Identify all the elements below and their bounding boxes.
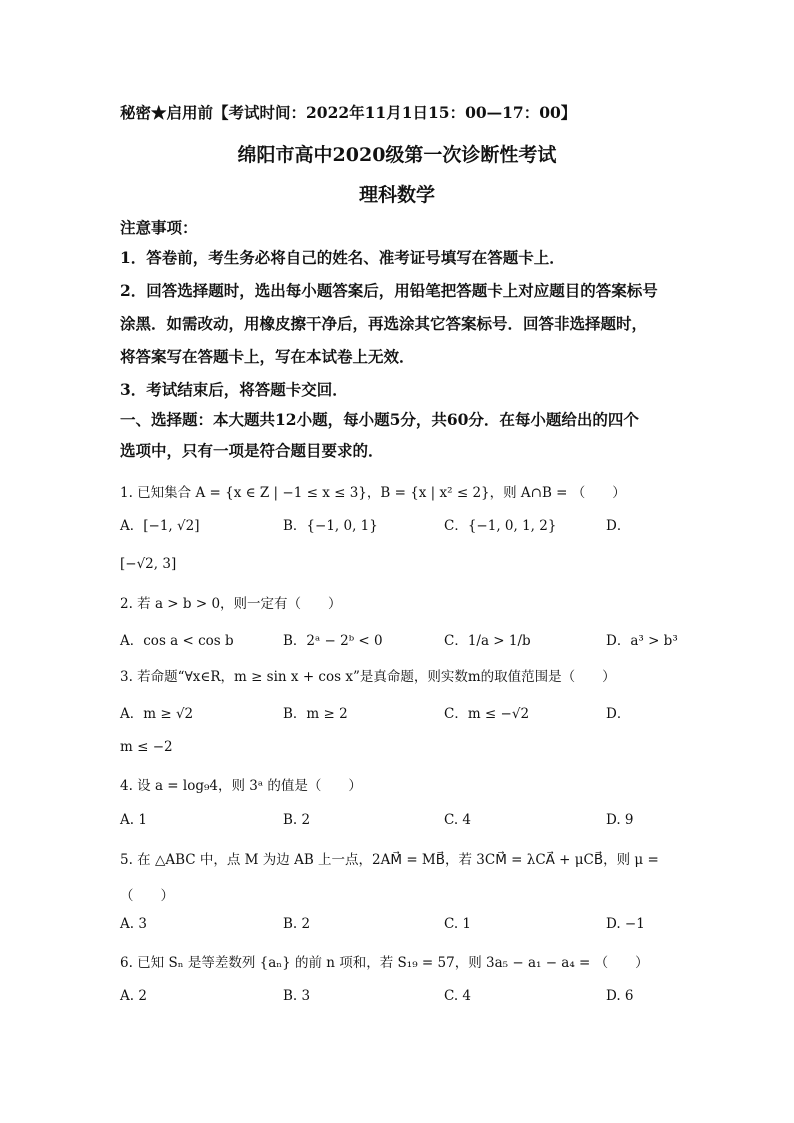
exam-subject: 理科数学 bbox=[358, 184, 435, 206]
option-d: D．a³ > b³ bbox=[606, 633, 678, 649]
section-heading: 选项中，只有一项是符合题目要求的． bbox=[120, 441, 384, 460]
question-1-stem: 1. 已知集合 A = {x ∈ Z | −1 ≤ x ≤ 3}，B = {x | x² ≤ 2}，则 A∩B = （ ） bbox=[120, 485, 626, 501]
question-6-stem: 6. 已知 Sₙ 是等差数列 {aₙ} 的前 n 项和，若 S₁₉ = 57，则 3a₅ − a₁ − a₄ = （ ） bbox=[120, 955, 649, 971]
option-a: A．cos a < cos b bbox=[120, 633, 234, 649]
option-c: C．{−1, 0, 1, 2} bbox=[444, 518, 557, 534]
option-c: C．m ≤ −√2 bbox=[444, 706, 530, 722]
question-4-stem: 4. 设 a = log₉4，则 3ᵃ 的值是（ ） bbox=[120, 778, 362, 794]
option-b: B. 2 bbox=[283, 916, 311, 932]
option-c: C．1/a > 1/b bbox=[444, 633, 531, 649]
option-d-content: [−√2, 3] bbox=[120, 556, 177, 572]
option-a: A. 3 bbox=[120, 916, 147, 932]
notice-line: 3．考试结束后，将答题卡交回． bbox=[120, 380, 348, 399]
option-c: C. 4 bbox=[444, 988, 472, 1004]
header-note: 秘密★启用前【考试时间：2022年11月1日15：00—17：00】 bbox=[120, 103, 577, 122]
question-2-stem: 2. 若 a > b > 0，则一定有（ ） bbox=[120, 596, 342, 612]
section-heading: 一、选择题：本大题共12小题，每小题5分，共60分．在每小题给出的四个 bbox=[120, 410, 639, 429]
option-b: B. 3 bbox=[283, 988, 311, 1004]
notice-heading: 注意事项： bbox=[120, 218, 198, 237]
option-d: D. 6 bbox=[606, 988, 634, 1004]
option-b: B. 2 bbox=[283, 812, 311, 828]
option-a: A. 1 bbox=[120, 812, 147, 828]
option-d-content: m ≤ −2 bbox=[120, 739, 173, 755]
option-a: A. 2 bbox=[120, 988, 147, 1004]
question-3-stem: 3. 若命题“∀x∈R，m ≥ sin x + cos x”是真命题，则实数m的取值范围是（ ） bbox=[120, 669, 616, 685]
option-b: B．2ᵃ − 2ᵇ < 0 bbox=[283, 633, 383, 649]
option-c: C. 1 bbox=[444, 916, 472, 932]
option-a: A．m ≥ √2 bbox=[120, 706, 194, 722]
option-d: D. −1 bbox=[606, 916, 645, 932]
option-d: D． bbox=[606, 518, 631, 534]
option-b: B．{−1, 0, 1} bbox=[283, 518, 378, 534]
option-a: A．[−1, √2] bbox=[120, 518, 200, 534]
notice-line: 将答案写在答题卡上，写在本试卷上无效． bbox=[120, 347, 415, 366]
notice-line: 涂黑．如需改动，用橡皮擦干净后，再选涂其它答案标号．回答非选择题时， bbox=[120, 314, 648, 333]
option-d: D. 9 bbox=[606, 812, 634, 828]
option-d: D． bbox=[606, 706, 631, 722]
exam-title: 绵阳市高中2020级第一次诊断性考试 bbox=[237, 144, 557, 166]
option-c: C. 4 bbox=[444, 812, 472, 828]
notice-line: 2．回答选择题时，选出每小题答案后，用铅笔把答题卡上对应题目的答案标号 bbox=[120, 281, 658, 300]
notice-line: 1．答卷前，考生务必将自己的姓名、准考证号填写在答题卡上． bbox=[120, 248, 565, 267]
question-5-blank: （ ） bbox=[120, 888, 174, 904]
option-b: B．m ≥ 2 bbox=[283, 706, 348, 722]
question-5-stem: 5. 在 △ABC 中，点 M 为边 AB 上一点，2AM⃗ = MB⃗，若 3CM⃗ = λCA⃗ + μCB⃗，则 μ = bbox=[120, 852, 659, 868]
